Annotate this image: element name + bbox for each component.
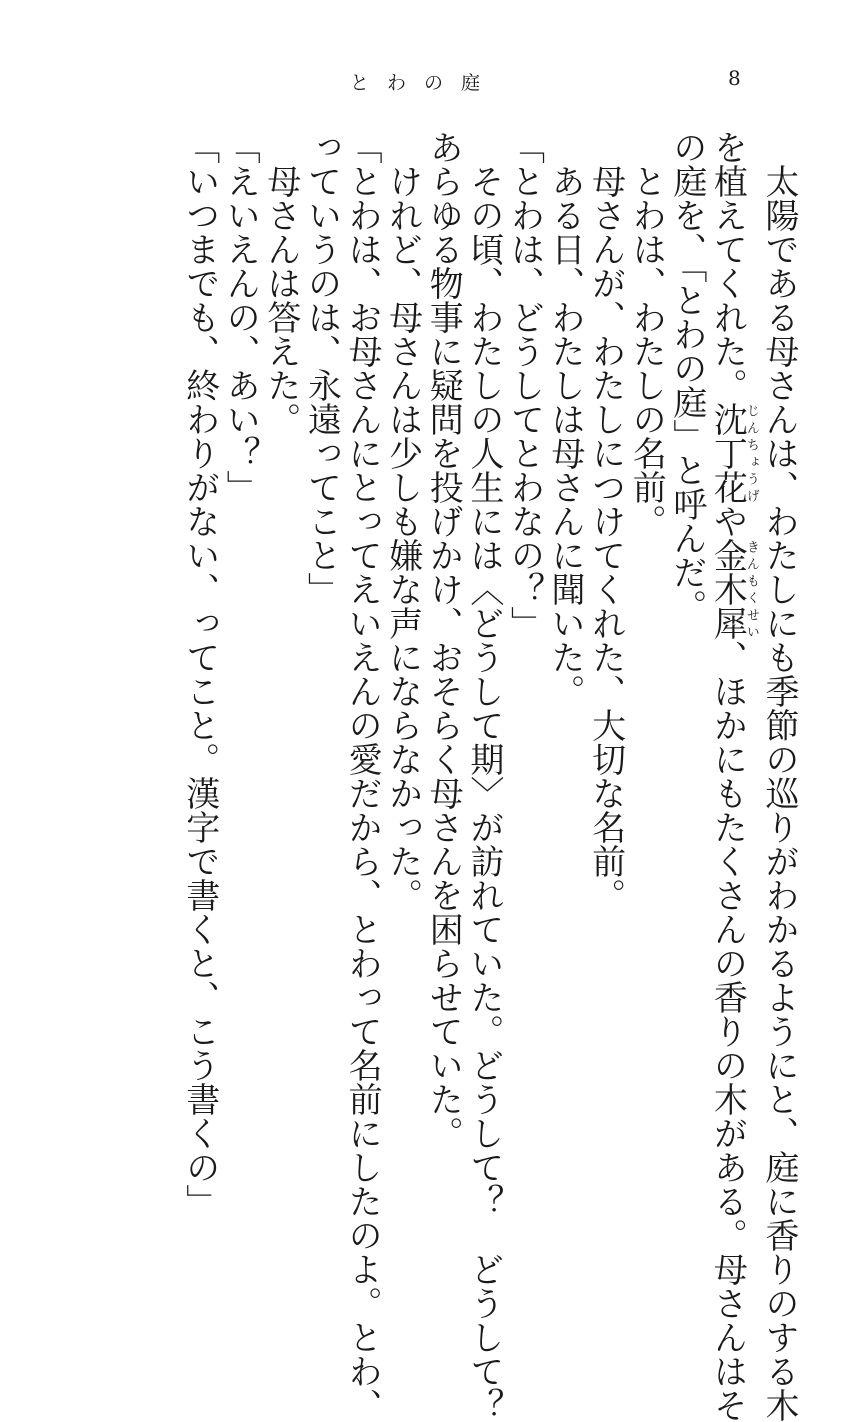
paragraph-8: 母さんは答えた。 xyxy=(260,164,301,436)
paragraph-1-line-2-start: を植えてくれた。 xyxy=(707,130,748,402)
paragraph-3: 母さんが、わたしにつけてくれた、大切な名前。 xyxy=(585,164,626,912)
ruby-jinchouge-reading: じんちょうげ xyxy=(743,402,759,504)
paragraph-6-line-2: あらゆる物事に疑問を投げかけ、おそらく母さんを困らせていた。 xyxy=(423,130,464,1150)
paragraph-7-line-2: っていうのは、永遠ってこと」 xyxy=(301,130,342,606)
paragraph-5: 「とわは、どうしてとわなの？」 xyxy=(504,130,545,640)
paragraph-10: 「いつまでも、終わりがない、ってこと。漢字で書くと、こう書くの」 xyxy=(179,130,220,1218)
paragraph-4: ある日、わたしは母さんに聞いた。 xyxy=(545,164,586,708)
ruby-jinchouge xyxy=(707,402,759,504)
paragraph-7-line-1: 「とわは、お母さんにとってえいえんの愛だから、とわって名前にしたのよ。とわ、 xyxy=(342,130,383,1422)
ruby-kinmokusei-reading: きんもくせい xyxy=(743,538,759,640)
paragraph-1-line-2 xyxy=(707,130,759,1422)
page-number: 8 xyxy=(728,66,741,90)
paragraph-1-line-2-end: 、ほかにもたくさんの香りの木がある。母さんはそ xyxy=(707,640,748,1422)
paragraph-2: とわは、わたしの名前。 xyxy=(626,164,667,538)
vertical-body-text xyxy=(179,130,799,1422)
paragraph-6-line-1: その頃、わたしの人生には〈どうして期〉が訪れていた。どうして？ どうして？ xyxy=(463,164,504,1422)
paragraph-1-line-2-mid: や xyxy=(707,504,748,538)
running-title: とわの庭 xyxy=(350,72,499,94)
ruby-kinmokusei-base: 金木犀 xyxy=(707,538,748,640)
ruby-jinchouge-base: 沈丁花 xyxy=(707,402,748,504)
paragraph-1-line-3: の庭を、「とわの庭」と呼んだ。 xyxy=(666,130,707,623)
ruby-kinmokusei xyxy=(707,538,759,640)
paragraph-9: 「えいえんの、あい？」 xyxy=(220,130,261,504)
paragraph-1-line-1: 太陽である母さんは、わたしにも季節の巡りがわかるようにと、庭に香りのする木 xyxy=(759,164,799,1422)
paragraph-6-line-3: けれど、母さんは少しも嫌な声にならなかった。 xyxy=(382,164,423,912)
